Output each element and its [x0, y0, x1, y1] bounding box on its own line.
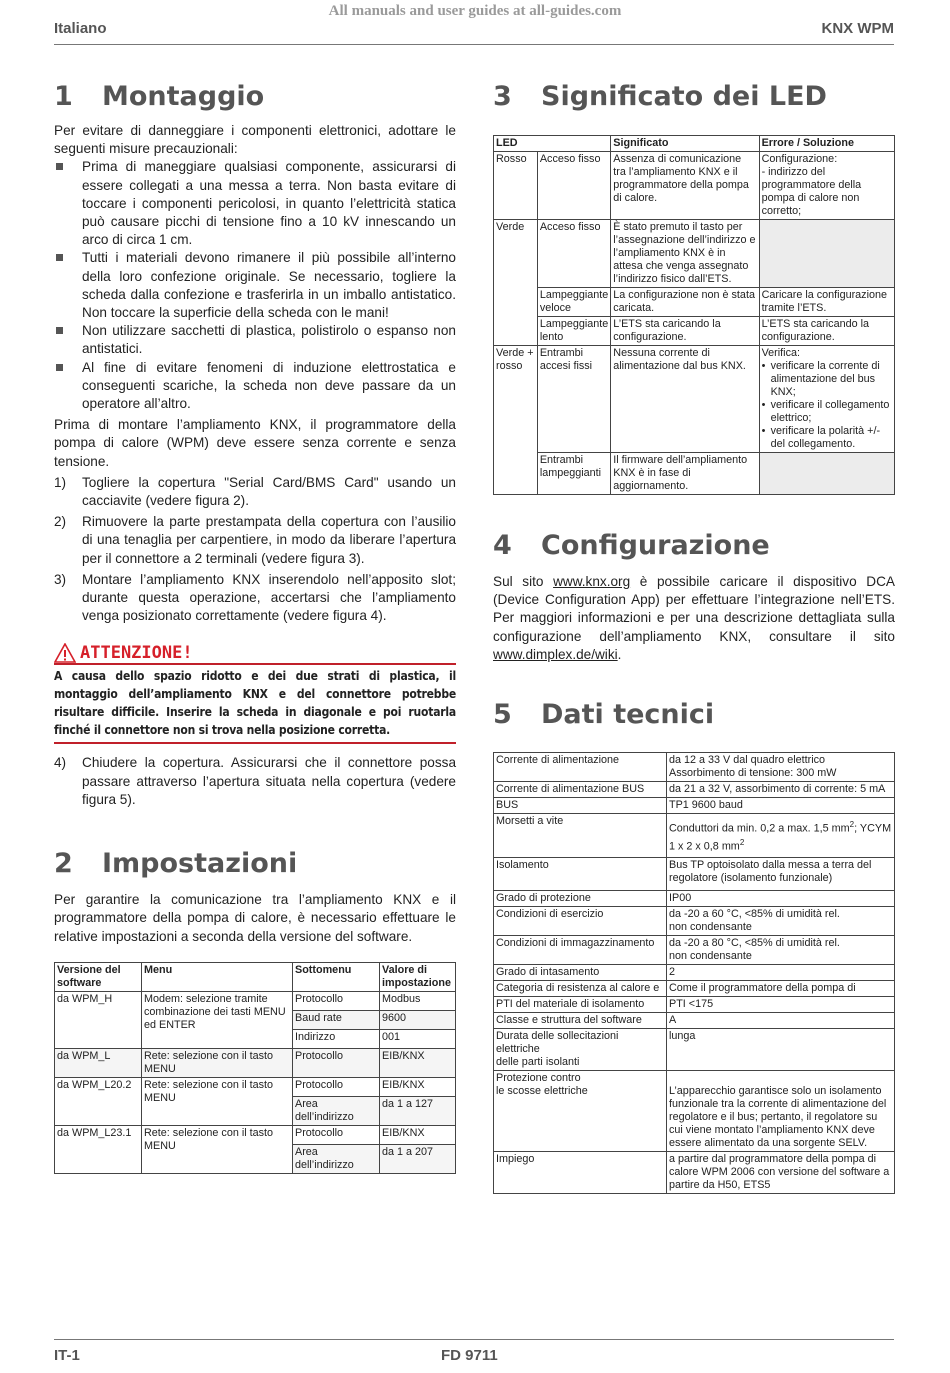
table-cell: da WPM_L — [55, 1048, 142, 1077]
table-cell: Caricare la configurazione tramite l’ETS. — [759, 288, 894, 317]
table-cell: Rosso — [494, 152, 538, 220]
table-cell: Categoria di resistenza al calore e — [494, 981, 667, 997]
footer-divider — [54, 1339, 894, 1340]
table-cell: Protocollo — [293, 991, 380, 1010]
table-row — [55, 991, 456, 1010]
section-1-para2: Prima di montare l’ampliamento KNX, il programmatore della pompa di calore (WPM) deve essere senza corrente e senza tensione. — [54, 417, 456, 469]
step-item: 4) Chiudere la copertura. Assicurarsi che il connettore possa passare attraverso l’apertura situata nella copertura (vedere figura 5). — [54, 755, 456, 807]
table-cell: EIB/KNX — [380, 1125, 456, 1144]
fix-title: Verifica: — [761, 347, 800, 359]
table-row — [55, 1077, 456, 1096]
table-row — [494, 981, 895, 997]
table-row — [494, 798, 895, 814]
table-cell: EIB/KNX — [380, 1077, 456, 1096]
table-row — [494, 152, 895, 220]
table-cell: Grado di intasamento — [494, 965, 667, 981]
table-row — [494, 1071, 895, 1152]
table-row — [494, 1152, 895, 1194]
table-row — [55, 1125, 456, 1144]
table-row — [494, 965, 895, 981]
table-cell: PTI <175 — [667, 997, 895, 1013]
table-cell: Assenza di comunicazione tra l’ampliamento KNX e il programmatore della pompa di calore. — [611, 152, 759, 220]
table-cell: Verde — [494, 220, 538, 346]
table-row — [494, 907, 895, 936]
col-header: Significato — [611, 136, 759, 152]
table-cell: Entrambi lampeggianti — [537, 453, 610, 495]
list-item: Non utilizzare sacchetti di plastica, polistirolo o espanso non antistatici. — [54, 322, 456, 358]
table-cell: L’apparecchio garantisce solo un isolamento funzionale tra la corrente di alimentazione del regolatore e il bus; pertanto, il regolatore su cui viene montato l’ampliamento KNX deve essere alimentato da una sorgente SELV. — [667, 1071, 895, 1152]
table-cell: Protezione contro le scosse elettriche — [494, 1071, 667, 1152]
fix-item: • verificare la corrente di alimentazione del bus KNX; — [761, 360, 880, 398]
settings-table — [54, 962, 456, 1174]
fix-item: • verificare il collegamento elettrico; — [761, 399, 890, 424]
table-cell: 001 — [380, 1029, 456, 1048]
col-header: Valore di impostazione — [380, 962, 456, 991]
table-cell: Il firmware dell’ampliamento KNX è in fase di aggiornamento. — [611, 453, 759, 495]
table-cell: Acceso fisso — [537, 152, 610, 220]
table-cell: BUS — [494, 798, 667, 814]
warning-heading: ATTENZIONE! — [54, 643, 456, 663]
col-header: Sottomenu — [293, 962, 380, 991]
table-cell: EIB/KNX — [380, 1048, 456, 1077]
table-cell: Isolamento — [494, 858, 667, 891]
table-cell: Rete: selezione con il tasto MENU — [142, 1077, 293, 1125]
table-cell: L’ETS sta caricando la configurazione. — [611, 317, 759, 346]
fix-item: • verificare la polarità +/- del collegamento. — [761, 425, 881, 450]
col-header: Menu — [142, 962, 293, 991]
warning-triangle-icon — [54, 643, 76, 663]
table-header-row — [494, 136, 895, 152]
table-cell: Lampeggiante veloce — [537, 288, 610, 317]
table-cell — [759, 220, 894, 288]
table-cell: da 1 a 207 — [380, 1144, 456, 1173]
section-1-title: 1 Montaggio — [54, 81, 265, 112]
table-cell: TP1 9600 baud — [667, 798, 895, 814]
section-3-title: 3 Significato dei LED — [493, 81, 827, 112]
table-cell: 2 — [667, 965, 895, 981]
technical-data-table — [493, 752, 895, 1194]
table-cell: Condizioni di esercizio — [494, 907, 667, 936]
section-5-title: 5 Dati tecnici — [493, 699, 715, 731]
table-cell: Configurazione: - indirizzo del programmatore della pompa di calore non corretto; — [759, 152, 894, 220]
table-cell: Protocollo — [293, 1125, 380, 1144]
list-item: Prima di maneggiare qualsiasi componente, assicurarsi di essere collegati a una messa a terra. Non basta evitare di toccare i componenti pericolosi, in quanto l’elettricità statica può causare picchi di tensione fino a 10 kV innescando un arco di circa 1 cm. — [54, 158, 456, 249]
table-cell: Protocollo — [293, 1077, 380, 1096]
table-cell: da -20 a 60 °C, <85% di umidità rel. non condensante — [667, 907, 895, 936]
table-row — [494, 346, 895, 453]
knx-link[interactable]: www.knx.org — [553, 574, 631, 589]
section-4-text: Sul sito www.knx.org è possibile caricare il dispositivo DCA (Device Configuration App) per effettuare l’integrazione nell’ETS. Per maggiori informazioni e per una descrizione dettagliata sulla configurazione dell’ampliamento KNX, consultare il sito www.dimplex.de/wiki. — [493, 574, 895, 662]
table-cell: Morsetti a vite — [494, 814, 667, 858]
precautions-list — [54, 158, 456, 413]
header-language: Italiano — [54, 20, 107, 37]
table-cell: Impiego — [494, 1152, 667, 1194]
table-row — [494, 1029, 895, 1071]
table-cell: Classe e struttura del software — [494, 1013, 667, 1029]
table-cell: La configurazione non è stata caricata. — [611, 288, 759, 317]
table-cell: Nessuna corrente di alimentazione dal bus KNX. — [611, 346, 759, 453]
table-cell: Baud rate — [293, 1010, 380, 1029]
table-cell: Area dell’indirizzo — [293, 1144, 380, 1173]
table-cell: Acceso fisso — [537, 220, 610, 288]
table-row — [494, 814, 895, 858]
table-cell: Protocollo — [293, 1048, 380, 1077]
table-cell — [759, 346, 894, 453]
table-cell: Bus TP optoisolato dalla messa a terra del regolatore (isolamento funzionale) — [667, 858, 895, 891]
table-row — [494, 997, 895, 1013]
table-row — [494, 891, 895, 907]
warning-text: A causa dello spazio ridotto e dei due strati di plastica, il montaggio dell’ampliamento KNX e del connettore potrebbe risultare difficile. Inserire la scheda in diagonale e poi ruotarla finché il connettore non si trova nella posizione corretta. — [54, 669, 456, 738]
bullet-square-icon — [56, 163, 63, 170]
section-2-title: 2 Impostazioni — [54, 848, 298, 880]
table-cell: Verde + rosso — [494, 346, 538, 495]
table-row — [494, 753, 895, 782]
table-row — [55, 1048, 456, 1077]
table-cell: Grado di protezione — [494, 891, 667, 907]
table-row — [494, 936, 895, 965]
watermark: All manuals and user guides at all-guides.com — [328, 3, 622, 19]
table-cell: Rete: selezione con il tasto MENU — [142, 1048, 293, 1077]
table-cell: Indirizzo — [293, 1029, 380, 1048]
table-row — [494, 317, 895, 346]
step-item: 2) Rimuovere la parte prestampata della copertura con l’ausilio di una tenaglia per carpentiere, in modo da liberare l’apertura per il connettore a 2 terminali (vedere figura 3). — [54, 514, 456, 566]
table-header-row — [55, 962, 456, 991]
left-column — [54, 80, 456, 1174]
dimplex-wiki-link[interactable]: www.dimplex.de/wiki — [493, 646, 618, 662]
step-item: 1) Togliere la copertura "Serial Card/BMS Card" usando un cacciavite (vedere figura 2). — [54, 474, 456, 509]
table-row — [494, 453, 895, 495]
table-cell: Conduttori da min. 0,2 a max. 1,5 $mm^2$; YCYM 1 x 2 x 0,8 $mm^2$ — [667, 814, 895, 858]
section-1-intro: Per evitare di danneggiare i componenti elettronici, adottare le seguenti misure precauzionali: — [54, 123, 456, 157]
bullet-square-icon — [56, 327, 63, 334]
table-cell: Condizioni di immagazzinamento — [494, 936, 667, 965]
table-cell: Lampeggiante lento — [537, 317, 610, 346]
table-cell: Modem: selezione tramite combinazione dei tasti MENU ed ENTER — [142, 991, 293, 1048]
table-cell: da 12 a 33 V dal quadro elettrico Assorbimento di tensione: 300 mW — [667, 753, 895, 782]
table-cell: da 21 a 32 V, assorbimento di corrente: 5 mA — [667, 782, 895, 798]
list-item: Al fine di evitare fenomeni di induzione elettrostatica e conseguenti scariche, la scheda non deve passare da un operatore all’altro. — [54, 359, 456, 414]
section-2-intro: Per garantire la comunicazione tra l’ampliamento KNX e il programmatore della pompa di calore, è necessario effettuare le relative impostazioni a seconda della versione del software. — [54, 892, 456, 944]
table-cell: da WPM_H — [55, 991, 142, 1048]
mounting-step-4 — [54, 754, 456, 809]
table-row — [494, 1013, 895, 1029]
table-row — [494, 858, 895, 891]
bullet-square-icon — [56, 364, 63, 371]
table-cell: Corrente di alimentazione — [494, 753, 667, 782]
header-product: KNX WPM — [821, 20, 894, 37]
table-cell — [759, 453, 894, 495]
step-item: 3) Montare l’ampliamento KNX inserendolo nell’apposito slot; durante questa operazione, accertarsi che l’ampliamento venga posizionato correttamente (vedere figura 4). — [54, 571, 456, 624]
section-4-title: 4 Configurazione — [493, 530, 770, 561]
table-row — [494, 288, 895, 317]
table-cell: Rete: selezione con il tasto MENU — [142, 1125, 293, 1173]
mounting-steps — [54, 474, 456, 626]
col-header: LED — [494, 136, 611, 152]
led-table — [493, 135, 895, 495]
right-column — [493, 80, 895, 1194]
table-cell: L’ETS sta caricando la configurazione. — [759, 317, 894, 346]
table-cell: da 1 a 127 — [380, 1096, 456, 1125]
table-cell: Durata delle sollecitazioni elettriche delle parti isolanti — [494, 1029, 667, 1071]
table-cell: IP00 — [667, 891, 895, 907]
footer-doc-id: FD 9711 — [441, 1347, 498, 1364]
table-cell: da WPM_L23.1 — [55, 1125, 142, 1173]
table-row — [494, 220, 895, 288]
table-cell: da -20 a 80 °C, <85% di umidità rel. non condensante — [667, 936, 895, 965]
header-divider — [54, 44, 894, 45]
table-row — [494, 782, 895, 798]
table-cell: A — [667, 1013, 895, 1029]
table-cell: Corrente di alimentazione BUS — [494, 782, 667, 798]
table-cell: lunga — [667, 1029, 895, 1071]
bullet-square-icon — [56, 254, 63, 261]
table-cell: Area dell’indirizzo — [293, 1096, 380, 1125]
col-header: Versione del software — [55, 962, 142, 991]
table-cell: È stato premuto il tasto per l’assegnazione dell’indirizzo e l’ampliamento KNX è in attesa che venga assegnato l’indirizzo fisico dall’ETS. — [611, 220, 759, 288]
table-cell: Entrambi accesi fissi — [537, 346, 610, 453]
table-cell: Modbus — [380, 991, 456, 1010]
table-cell: da WPM_L20.2 — [55, 1077, 142, 1125]
table-cell: 9600 — [380, 1010, 456, 1029]
table-cell: PTI del materiale di isolamento — [494, 997, 667, 1013]
table-cell: Come il programmatore della pompa di — [667, 981, 895, 997]
footer-page-number: IT-1 — [54, 1347, 80, 1364]
list-item: Tutti i materiali devono rimanere il più possibile all’interno della loro confezione originale. Se necessario, togliere la scheda dalla confezione e trasferirla in un imballo antistatico. Non toccare la superficie della scheda con le mani! — [54, 249, 456, 322]
table-cell: a partire dal programmatore della pompa di calore WPM 2006 con versione del software a partire da H50, ETS5 — [667, 1152, 895, 1194]
col-header: Errore / Soluzione — [759, 136, 894, 152]
